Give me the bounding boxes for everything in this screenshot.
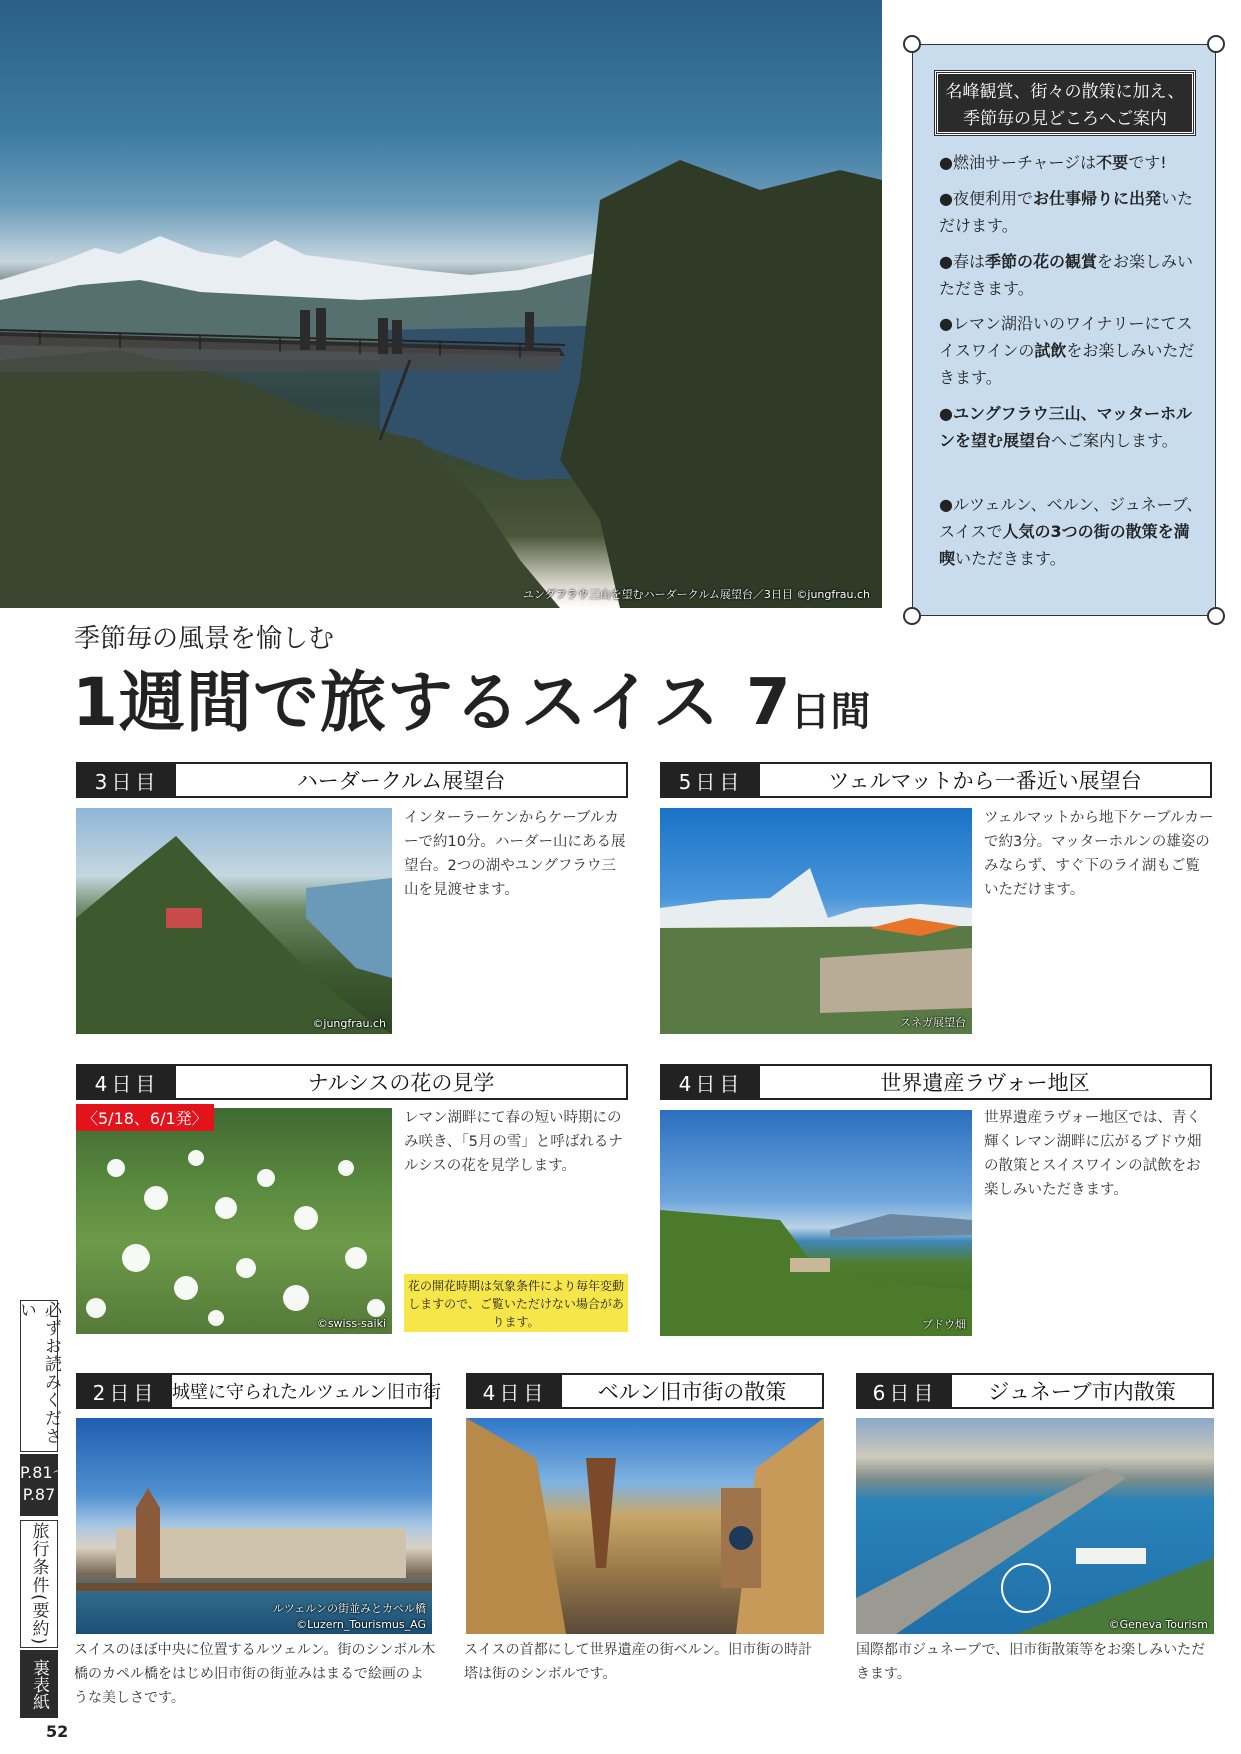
section-description: ツェルマットから地下ケーブルカーで約3分。マッターホルンの雄姿のみならず、すぐ下のライ湖もご覧いただけます。 bbox=[984, 810, 1214, 898]
day-number: 4日目 bbox=[78, 1066, 176, 1098]
photo-credit: ルツェルンの街並みとカペル橋 bbox=[272, 1602, 426, 1615]
corner-ornament bbox=[903, 607, 921, 625]
bullet-item: ●燃油サーチャージは不要です! bbox=[939, 153, 1167, 172]
day-header bbox=[76, 1064, 628, 1100]
bullet-item: ●レマン湖沿いのワイナリーにてスイスワインの試飲をお楽しみいただきます。 bbox=[939, 314, 1195, 387]
bullet-item: ●春は季節の花の観賞をお楽しみいただきます。 bbox=[939, 252, 1193, 298]
day-title: ツェルマットから一番近い展望台 bbox=[828, 769, 1142, 793]
photo-credit: ブドウ畑 bbox=[922, 1318, 966, 1331]
section-description: スイスのほぼ中央に位置するルツェルン。街のシンボル木橋のカペル橋をはじめ旧市街の街並みはまるで絵画のような美しさです。 bbox=[74, 1642, 436, 1706]
section-description: 国際都市ジュネーブで、旧市街散策等をお楽しみいただきます。 bbox=[856, 1642, 1206, 1682]
day-header bbox=[660, 762, 1212, 798]
harder-kulm-photo bbox=[76, 808, 392, 1034]
day-number: 4日目 bbox=[468, 1375, 562, 1407]
highlights-box bbox=[912, 44, 1216, 616]
corner-ornament bbox=[1207, 35, 1225, 53]
day-number: 4日目 bbox=[662, 1066, 760, 1098]
photo-credit: ©jungfrau.ch bbox=[312, 1017, 386, 1030]
day-title: ナルシスの花の見学 bbox=[307, 1071, 495, 1095]
bullet-item: ●ユングフラウ三山、マッターホルンを望む展望台へご案内します。 bbox=[939, 404, 1193, 450]
day-header bbox=[660, 1064, 1212, 1100]
day-header bbox=[856, 1373, 1214, 1409]
day-header bbox=[466, 1373, 824, 1409]
day-title: ベルン旧市街の散策 bbox=[597, 1380, 787, 1404]
day-title: 城壁に守られたルツェルン旧市街 bbox=[172, 1382, 441, 1403]
sunnegga-photo bbox=[660, 808, 972, 1034]
section-description: 世界遺産ラヴォー地区では、青く輝くレマン湖畔に広がるブドウ畑の散策とスイスワインの試飲をお楽しみいただきます。 bbox=[984, 1110, 1202, 1198]
lavaux-photo bbox=[660, 1110, 972, 1336]
photo-credit: ©Luzern_Tourismus_AG bbox=[296, 1618, 426, 1631]
back-cover-tab[interactable]: 裏表紙 bbox=[20, 1650, 58, 1718]
geneva-photo bbox=[856, 1418, 1214, 1634]
day-title: ジュネーブ市内散策 bbox=[988, 1380, 1176, 1404]
section-description: レマン湖畔にて春の短い時期にのみ咲き、「5月の雪」と呼ばれるナルシスの花を見学します。 bbox=[404, 1110, 623, 1174]
bullet-item: ●夜便利用でお仕事帰りに出発いただけます。 bbox=[939, 189, 1193, 235]
page-number: 52 bbox=[46, 1722, 69, 1741]
departure-badge: 〈5/18、6/1発〉 bbox=[76, 1104, 214, 1131]
narcissus-photo bbox=[76, 1108, 392, 1334]
corner-ornament bbox=[903, 35, 921, 53]
page-title bbox=[72, 662, 870, 742]
bloom-notice: 花の開花時期は気象条件により毎年変動しますので、ご覧いただけない場合があります。 bbox=[404, 1274, 628, 1332]
title-days-unit: 日間 bbox=[790, 689, 871, 735]
travel-conditions-tab[interactable]: 旅行条件(要約) bbox=[20, 1520, 58, 1648]
highlights-heading bbox=[935, 71, 1195, 135]
page-subtitle: 季節毎の風景を愉しむ bbox=[74, 624, 335, 654]
bern-photo bbox=[466, 1418, 824, 1634]
day-number: 6日目 bbox=[858, 1375, 952, 1407]
day-header bbox=[76, 1373, 441, 1409]
hero-photo bbox=[0, 0, 882, 608]
title-main: 1週間で旅するスイス bbox=[72, 664, 720, 741]
photo-credit: スネガ展望台 bbox=[900, 1016, 966, 1029]
corner-ornament bbox=[1207, 607, 1225, 625]
photo-credit: ©Geneva Tourism bbox=[1108, 1618, 1208, 1631]
section-description: インターラーケンからケーブルカーで約10分。ハーダー山にある展望台。2つの湖やユングフラウ三山を見渡せます。 bbox=[404, 810, 626, 898]
day-number: 5日目 bbox=[662, 764, 760, 796]
day-title: 世界遺産ラヴォー地区 bbox=[880, 1071, 1090, 1095]
heading-line: 名峰観賞、街々の散策に加え、 bbox=[945, 82, 1185, 102]
page-reference[interactable]: P.81〜P.87 bbox=[20, 1454, 58, 1516]
section-description: スイスの首都にして世界遺産の街ベルン。旧市街の時計塔は街のシンボルです。 bbox=[464, 1642, 813, 1682]
day-number: 2日目 bbox=[78, 1375, 172, 1407]
day-header bbox=[76, 762, 628, 798]
hero-credit: ユングフラウ三山を望むハーダークルム展望台／3日目 ©jungfrau.ch bbox=[522, 588, 870, 601]
title-days: 7 bbox=[745, 666, 791, 740]
day-number: 3日目 bbox=[78, 764, 176, 796]
photo-credit: ©swiss-saiki bbox=[316, 1317, 386, 1330]
heading-line: 季節毎の見どころへご案内 bbox=[963, 109, 1167, 129]
day-title: ハーダークルム展望台 bbox=[296, 769, 506, 793]
lucerne-photo bbox=[76, 1418, 432, 1634]
must-read-tab[interactable]: 必ずお読みください bbox=[20, 1300, 58, 1452]
bullet-item: ●ルツェルン、ベルン、ジュネーブ、スイスで人気の3つの街の散策を満喫いただきます。 bbox=[939, 495, 1203, 568]
